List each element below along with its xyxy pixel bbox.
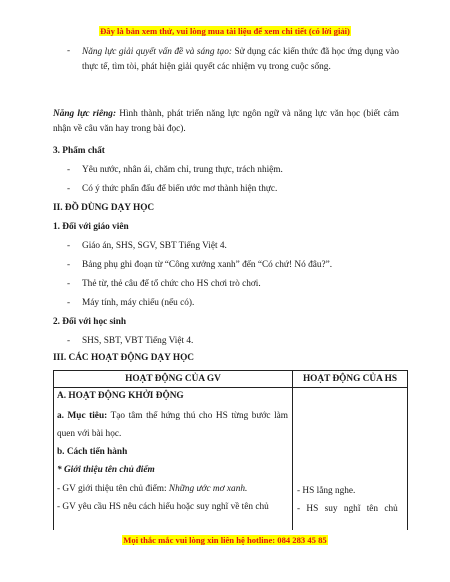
contact-footer-text: Mọi thắc mắc vui lòng xin liên hệ hotline: 084 283 45 85 [123, 535, 327, 545]
pham-chat-item: Yêu nước, nhân ái, chăm chỉ, trung thực, trách nhiệm. [82, 165, 283, 175]
gv-activity-line [57, 482, 247, 497]
nang-luc-rieng-label: Năng lực riêng: [53, 109, 117, 119]
col-header-gv: HOẠT ĐỘNG CỦA GV [125, 374, 221, 384]
gv-heading: 1. Đối với giáo viên [53, 222, 129, 232]
section-title: A. HOẠT ĐỘNG KHỞI ĐỘNG [57, 391, 184, 401]
nang-luc-rieng-text: Hình thành, phát triển năng lực ngôn ngữ và năng lực văn học (biết cảm nhận về câu văn hay trong bài đọc). [53, 109, 399, 134]
hoat-dong-heading: III. CÁC HOẠT ĐỘNG DẠY HỌC [53, 353, 195, 363]
dash-bullet: - [67, 241, 71, 251]
table-column-divider [292, 370, 293, 530]
nang-luc-gqvd [82, 45, 399, 75]
table-header-border [53, 387, 408, 388]
dash-bullet: - [67, 46, 71, 56]
muc-tieu-label: a. Mục tiêu: [57, 411, 108, 421]
preview-banner-text: Đây là bản xem thử, vui lòng mua tài liệu để xem chi tiết (có lời giải) [100, 26, 350, 36]
dash-bullet: - [67, 184, 71, 194]
dash-bullet: - [67, 260, 71, 270]
dash-bullet: - [67, 298, 71, 308]
gioi-thieu-chu-diem: * Giới thiệu tên chủ điểm [57, 465, 155, 475]
gv-item: Thẻ từ, thẻ câu để tổ chức cho HS chơi trò chơi. [82, 279, 261, 289]
table-top-border [53, 370, 408, 371]
cach-tien-hanh: b. Cách tiến hành [57, 447, 128, 457]
gv-item: Máy tính, máy chiếu (nếu có). [82, 298, 195, 308]
nang-luc-gqvd-label: Năng lực giải quyết vấn đề và sáng tạo: [82, 47, 232, 57]
muc-tieu [57, 407, 288, 443]
dash-bullet: - [67, 165, 71, 175]
hs-item: SHS, SBT, VBT Tiếng Việt 4. [82, 336, 194, 346]
gv-activity-italic: Những ước mơ xanh. [168, 484, 248, 494]
do-dung-heading: II. ĐỒ DÙNG DẠY HỌC [53, 203, 155, 213]
hs-heading: 2. Đối với học sinh [53, 317, 127, 327]
pham-chat-item: Có ý thức phấn đấu để biến ước mơ thành hiện thực. [82, 184, 278, 194]
contact-footer [0, 535, 450, 545]
gv-activity-line: - GV yêu cầu HS nêu cách hiểu hoặc suy nghĩ về tên chủ [57, 502, 269, 512]
gv-item: Bảng phụ ghi đoạn từ “Công xưởng xanh” đến “Có chứ! Nó đâu?”. [82, 260, 333, 270]
hs-activity-line: - HS suy nghĩ tên chủ [297, 504, 398, 514]
hs-activity-line: - HS lắng nghe. [297, 486, 356, 496]
table-right-border [407, 370, 408, 530]
nang-luc-rieng [53, 107, 399, 137]
col-header-hs: HOẠT ĐỘNG CỦA HS [302, 374, 398, 384]
gv-item: Giáo án, SHS, SGV, SBT Tiếng Việt 4. [82, 241, 227, 251]
dash-bullet: - [67, 336, 71, 346]
nang-luc-gqvd-text: Sử dụng các kiến thức đã học ứng dụng vào thực tế, tìm tòi, phát hiện giải quyết các nhiệm vụ trong cuộc sống. [82, 47, 399, 72]
table-left-border [53, 370, 54, 530]
preview-banner [0, 26, 450, 36]
dash-bullet: - [67, 279, 71, 289]
gv-activity-prefix: - GV giới thiệu tên chủ điểm: [57, 484, 169, 494]
pham-chat-heading: 3. Phẩm chất [53, 146, 105, 156]
muc-tieu-text: Tạo tâm thế hứng thú cho HS từng bước làm quen với bài học. [57, 411, 289, 439]
